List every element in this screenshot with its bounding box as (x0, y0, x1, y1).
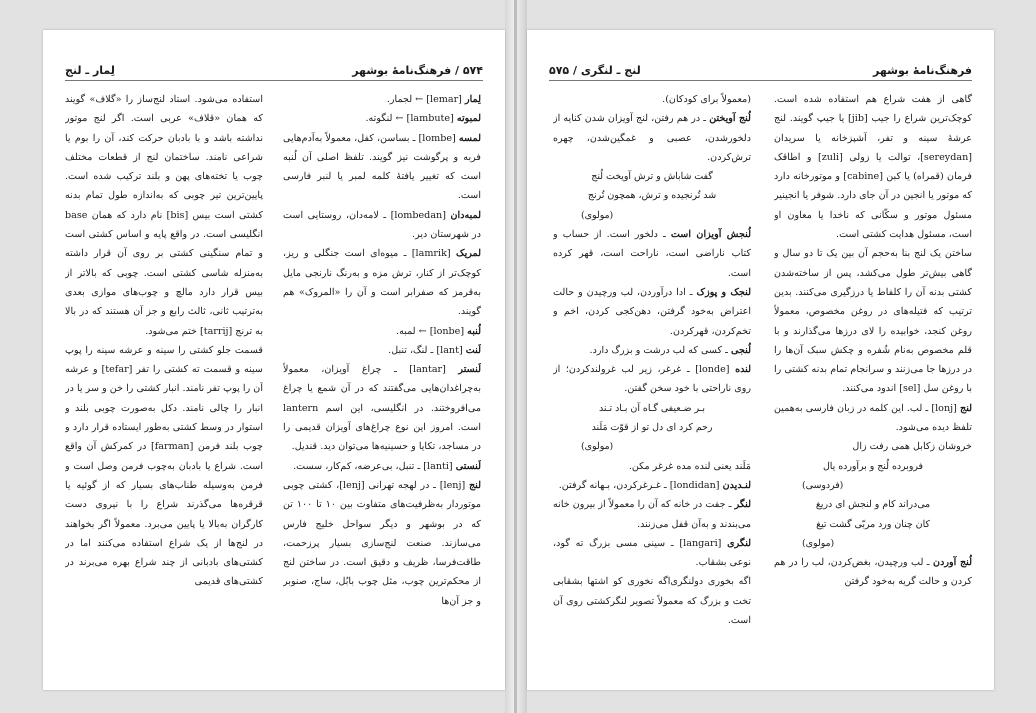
poem-verse: بـر ضـعیفی گـاه آن بـاد تـند (598, 402, 705, 414)
entry-term: لنـدیدن (722, 479, 751, 491)
dictionary-entry (283, 129, 481, 206)
entry-term: لنجک و پوزک (696, 286, 751, 298)
entry-term: لنج (960, 402, 972, 414)
dictionary-entry (553, 495, 751, 534)
entry-definition: [lemar] ← لجمار. (386, 94, 465, 105)
verse-source: (مولوی) (581, 209, 614, 221)
entry-definition: [lonj] ـ لب. این کلمه در زبان فارسی به‌همین تلفظ دیده می‌شود. (774, 402, 972, 434)
dictionary-entry (553, 225, 751, 283)
page-575 (527, 30, 994, 690)
entry-definition: [londe] ـ غرغر، زیر لب غرولندکردن؛ از روی ناراحتی با خود سخن گفتن. (553, 364, 751, 395)
entry-definition: [lamrik] ـ میوه‌ای است جنگلی و ریز، کوچک‌تر از کنار، ترش مزه و به‌رنگ نارنجی مایل به‌قرمز که صفرابر است و آن را «المروک» هم گویند. (283, 248, 481, 318)
entry-term: لَنستی (455, 460, 481, 472)
header-entry-range: لنج ـ لنگری / ۵۷۵ (549, 64, 641, 77)
gutter-divider (514, 0, 517, 713)
body-paragraph: استفاده می‌شود. استاد لنج‌ساز را «گلاف» گویند که همان «قلاف» عربی است. اگر لنج موتور نداشته باشد و با بادبان حرکت کند، آن را بوم یا شراعی نامند. ساختمان لنج از قطعات مختلف چوب یا تخته‌های پهن و بلند ترکیب شده است. پایین‌ترین تیر چوبی که به‌اندازه طول تمام بدنه کشتی است بیس [bis] نام دارد که همان base انگلیسی است. در واقع پایه و اساس کشتی است و تمام سنگینی کشتی بر روی آن قرار داشته به‌منزله شاسی کشتی است. چوبی که بالاتر از بیس قرار دارد مالچ و چوب‌های موازی بعدی به‌ترتیب ثانی، ثالث رابع و جز آن هستند که در بالا به ترنج [tarrij] ختم می‌شود. (65, 94, 263, 337)
entry-term: لُنج آویختن (709, 113, 751, 125)
entry-term: لُنبه (467, 325, 481, 337)
dictionary-entry (774, 399, 972, 438)
entry-definition: [lombedan] ـ لامه‌دان، روستایی است در شهرستان دیر. (283, 209, 481, 241)
body-paragraph: ساختن یک لنج بنا به‌حجم آن بین یک تا دو سال و گاهی بیش‌تر طول می‌کشد، پس از ساخته‌شدن کشتی بدنه آن را کلفاط یا درزگیری می‌کنند. بدین ترتیب که فتیله‌های در روغن مخصوص، معمولاً روغن کنجد، خوابیده را لای درزها می‌گذارند و با قلم مخصوص به‌نام شُفره و چکش سبک آن‌ها را در درزها جا می‌زنند و سرانجام تمام بدنه کشتی را با روغن سل [sel] اندود می‌کنند. (774, 248, 972, 395)
dictionary-entry (774, 553, 972, 592)
entry-definition: [langari] ـ سینی مسی بزرگ ته گود، نوعی بشقاب. (553, 537, 751, 569)
entry-definition: [lombe] ـ بساسن، کفل، معمولاً به‌آدم‌هایی فربه و پرگوشت نیز گویند. تلفظ اصلی آن لُنبه است که تغییر یافتهٔ کلمه لمبر یا لنبر فارسی است. (283, 132, 481, 202)
poem-verse: کان چنان ورد مربّی گشت تیغ (816, 518, 930, 530)
dictionary-entry (283, 206, 481, 245)
dictionary-entry (283, 244, 481, 321)
entry-term: لَنستر (458, 364, 481, 376)
entry-term: لنگری (727, 537, 751, 549)
entry-term: لنگر (734, 499, 751, 511)
header-entry-range: لِمار ـ لنج (65, 64, 115, 77)
dictionary-entry (283, 322, 481, 341)
dictionary-entry (553, 476, 751, 495)
dictionary-entry (283, 341, 481, 360)
body-paragraph: قسمت جلو کشتی را سینه و عرشه سینه را پوپ سینه و قسمت ته کشتی را تفر [tefar] و عرشه آن را پوپ تفر نامند. انبار کشتی را خن و سر یا در انبار را چالی نامند. دکل به‌صورت چوبی بلند و استوار در وسط کشتی به‌طور ایستاده قرار دارد و چوب بلند فرمن [farman] در کمرکش آن واقع است. شراع یا بادبان به‌چوب فرمن وصل است و فرمن به‌وسیله طناب‌های بسیار که از گوئیه یا قرقره‌ها می‌گذرند شراع را با نیروی دست کارگران به‌بالا یا پایین می‌برد. معمولاً اگر بخواهند در لنج‌ها از یک شراع استفاده می‌کنند اما در کشتی‌های بادبانی از چند شراع بهره می‌برند در کشتی‌های قدیمی (65, 344, 263, 588)
body-paragraph: مَلَند یعنی لنده مده غرغر مکن. (628, 460, 751, 472)
entry-term: لمسه (458, 132, 481, 144)
entry-term: لُنجش آویزان است (670, 229, 751, 241)
entry-term: لِمار (464, 94, 481, 105)
dictionary-entry (553, 360, 751, 399)
entry-definition: [lant] ـ لنگ، تنبل. (388, 344, 466, 356)
verse-source: (مولوی) (581, 441, 614, 453)
poem-verse: فروبرده لُنج و برآورده یال (822, 460, 924, 472)
text-column-right (774, 90, 972, 670)
body-paragraph: گاهی از هفت شراع هم استفاده شده است. کوچک‌ترین شراع را جیب [jib] یا جیپ گویند. لنج عرشهٔ سینه و تفر، آشپزخانه یا سریدان [sereydan]، توالت یا زولی [zuli] و اطاقک فرمان (قمراه) یا کبن [cabine] و موتورخانه دارد که موتور یا انجین در آن جای دارد. شوفر یا انجینیر مسئول موتور و سکّانی که ناخدا یا معاون او است، مسئول هدایت کشتی است. (774, 94, 972, 241)
entry-definition: [lonbe] ← لمبه. (396, 325, 468, 337)
body-paragraph: خروشان زکابل همی رفت زال (852, 441, 972, 453)
dictionary-entry (283, 109, 481, 128)
verse-source: (فردوسی) (802, 479, 844, 491)
entry-definition: ـ لب ورچیدن، بغض‌کردن، لب را در هم کردن و حالت گریه به‌خود گرفتن (774, 557, 972, 588)
text-column-right (283, 90, 481, 670)
poem-verse: شد تُرنجیده و ترش، همچون تُرنج (587, 190, 717, 202)
body-paragraph: اگه بخوری دولنگری‌اگه نخوری کو اشتها بشقابی تخت و بزرگ که معمولاً تصویر لنگرکشتی روی آن است. (553, 576, 751, 627)
poem-verse: می‌دراند کام و لنجش ای دریغ (815, 499, 931, 511)
dictionary-entry (283, 476, 481, 611)
entry-definition: ـ در هم رفتن، لنج آویزان شدن کنایه از دلخورشدن، عصبی و غمگین‌شدن، چهره ترش‌کردن. (553, 113, 751, 163)
running-header (65, 64, 483, 81)
entry-definition: ـ ادا درآوردن، لب ورچیدن و حالت اعتراض به‌خود گرفتن، دهن‌کجی کردن، اخم و تخم‌کردن، قهرکردن. (553, 286, 751, 337)
entry-term: لنده (735, 364, 751, 376)
entry-definition: [lanti] ـ تنبل، بی‌عرضه، کم‌کار، سست. (293, 460, 456, 472)
entry-definition: [lenj] ـ در لهجه تهرانی [lenj]، کشتی چوبی موتوردار به‌ظرفیت‌های متفاوت بین ۱۰ تا ۱۰۰ تن که در بوشهر و دیگر سواحل خلیج فارس می‌سازند. صنعت لنج‌سازی بسیار پرزحمت، طاقت‌فرسا، ظریف و دقیق است. در ساختن لنج از محکم‌ترین چوب، مثل چوب بابُل، ساج، صنوبر و جز آن‌ها (283, 479, 481, 607)
entry-term: لَنت (465, 344, 481, 356)
dictionary-entry (553, 534, 751, 573)
running-header (549, 64, 972, 81)
entry-definition: ـ جفت در خانه که آن را معمولاً از بیرون خانه می‌بندند و به‌آن قفل می‌زنند. (553, 499, 751, 530)
entry-definition: [lantar] ـ چراغ آویزان، معمولاً به‌چراغدان‌هایی می‌گفتند که در آن شمع یا چراغ می‌افروختند. در انگلیسی، این اسم lantern است. امروز این نوع چراغ‌های آویزان قدیمی را در مساجد، تکایا و حسینیه‌ها می‌توان دید. قندیل. (283, 364, 481, 453)
page-574 (43, 30, 505, 690)
entry-term: لُنج آوردن (933, 557, 972, 569)
dictionary-entry (283, 360, 481, 456)
dictionary-entry (553, 283, 751, 341)
entry-term: لمریک (455, 248, 481, 260)
header-title: ۵۷۴ / فرهنگ‌نامهٔ بوشهر (352, 64, 483, 77)
entry-definition: ـ کسی که لب درشت و بزرگ دارد. (589, 344, 731, 356)
text-column-left (65, 90, 263, 670)
dictionary-entry (283, 90, 481, 109)
poem-verse: رحم کرد ای دل تو از قوّت مَلَند (591, 422, 713, 434)
dictionary-entry (553, 109, 751, 167)
entry-term: لنج (468, 479, 481, 491)
entry-definition: ـ دلخور است. از حساب و کتاب ناراضی است، ناراحت است، قهر کرده است. (553, 229, 751, 279)
text-column-left (553, 90, 751, 670)
entry-term: لمبه‌دان (450, 209, 481, 221)
dictionary-entry (553, 341, 751, 360)
header-title: فرهنگ‌نامهٔ بوشهر (873, 64, 972, 77)
entry-definition: [londidan] ـ غـرغرکردن، بـهانه گرفتن. (558, 479, 723, 491)
verse-source: (مولوی) (802, 537, 835, 549)
dictionary-entry (283, 457, 481, 476)
body-paragraph: (معمولاً برای کودکان). (662, 94, 751, 105)
entry-term: لمبوته (456, 113, 481, 125)
entry-term: لُنجی (730, 344, 751, 356)
poem-verse: گفت شاباش و ترش آویخت لُنج (591, 171, 713, 183)
entry-definition: [lambute] ← لنگوته. (365, 113, 457, 125)
